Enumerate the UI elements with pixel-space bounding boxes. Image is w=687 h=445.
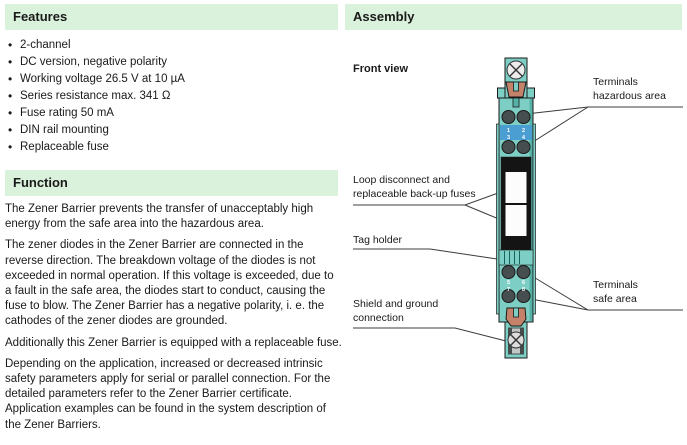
device-top-clamp-slot (514, 82, 519, 91)
terminal-number: 5 (506, 280, 511, 286)
screw-top-icon (507, 61, 525, 79)
callout-line-text: Loop disconnect and (353, 174, 450, 186)
features-title: Features (13, 9, 68, 24)
callout-line-hazardous (525, 107, 683, 147)
callout-line-tag (353, 249, 497, 259)
assembly-title: Assembly (353, 9, 415, 24)
device-top-tab-left (498, 88, 506, 98)
function-section-header (5, 170, 338, 196)
callout-line-text: Terminals (593, 76, 638, 88)
function-paragraph: Depending on the application, increased or decreased intrinsic safety parameters apply for serial or parallel connection. For the detailed parameters refer to the Zener Barrier certificate. Application examples can be found in the system description of the Zener Barriers. (5, 357, 331, 431)
callout-tag-holder (353, 233, 402, 247)
assembly-figure (345, 36, 687, 445)
device-top-slot (513, 98, 519, 107)
terminal-screw (502, 111, 515, 124)
function-title: Function (13, 175, 68, 190)
device-body-flange-left (497, 124, 500, 314)
callout-line-text: Terminals (593, 279, 638, 291)
function-paragraph: The Zener Barrier prevents the transfer of unacceptably high energy from the safe area into the hazardous area. (5, 203, 314, 231)
front-view-label: Front view (353, 63, 409, 75)
callout-line-text: connection (353, 312, 404, 324)
feature-item: • Fuse rating 50 mA (5, 105, 338, 122)
feature-item: • Working voltage 26.5 V at 10 µA (5, 71, 338, 88)
features-section-header (5, 4, 338, 30)
terminal-number: 8 (521, 287, 526, 293)
function-paragraph: Additionally this Zener Barrier is equipped with a replaceable fuse. (5, 336, 342, 349)
callout-line-text: Tag holder (353, 234, 403, 246)
terminal-screw (517, 141, 530, 154)
screw-bottom-icon (508, 332, 524, 348)
device-bottom-clamp-slot (514, 308, 519, 317)
fuse-block (501, 157, 531, 250)
feature-item: • Series resistance max. 341 Ω (5, 88, 338, 105)
device-body-flange-right (533, 124, 536, 314)
callout-line-text: safe area (593, 293, 637, 305)
terminal-screw (517, 111, 530, 124)
callout-line-shield (353, 328, 506, 341)
callout-terminals-hazardous (593, 75, 666, 103)
fuse-window-1 (506, 172, 527, 203)
terminal-screw (502, 266, 515, 279)
assembly-section-header (345, 4, 682, 30)
feature-item: • DIN rail mounting (5, 122, 338, 139)
feature-item: • DC version, negative polarity (5, 54, 338, 71)
callout-line-text: replaceable back-up fuses (353, 188, 476, 200)
callout-terminals-safe (593, 278, 638, 306)
function-text-block (5, 202, 342, 439)
terminal-number: 1 (506, 128, 511, 134)
terminal-screw (517, 266, 530, 279)
tag-holder (499, 250, 533, 265)
feature-item: • Replaceable fuse (5, 139, 338, 156)
terminal-number-strip-top (500, 125, 532, 140)
callout-line-text: hazardous area (593, 90, 666, 102)
callout-line-text: Shield and ground (353, 298, 439, 310)
feature-item: • 2-channel (5, 37, 338, 54)
fuse-window-2 (506, 205, 527, 236)
function-paragraph: The zener diodes in the Zener Barrier are connected in the reverse direction. The breakdown voltage of the diodes is not exceeded in normal operation. If this voltage is exceeded, due to a fault in the safe area, the diodes start to conduct, causing the fuse to blow. The Zener Barrier has a negative polarity, i. e. the cathodes of the zener diodes are grounded. (5, 239, 334, 328)
terminal-number: 2 (521, 128, 526, 134)
terminal-number: 7 (506, 287, 511, 293)
terminal-number: 4 (521, 135, 526, 141)
callout-loop-disconnect (353, 173, 476, 201)
terminal-number: 6 (521, 280, 526, 286)
terminal-screw (502, 141, 515, 154)
callout-shield-ground (353, 297, 438, 325)
device-top-tab-right (527, 88, 535, 98)
features-list (5, 37, 338, 156)
terminal-number: 3 (506, 135, 511, 141)
